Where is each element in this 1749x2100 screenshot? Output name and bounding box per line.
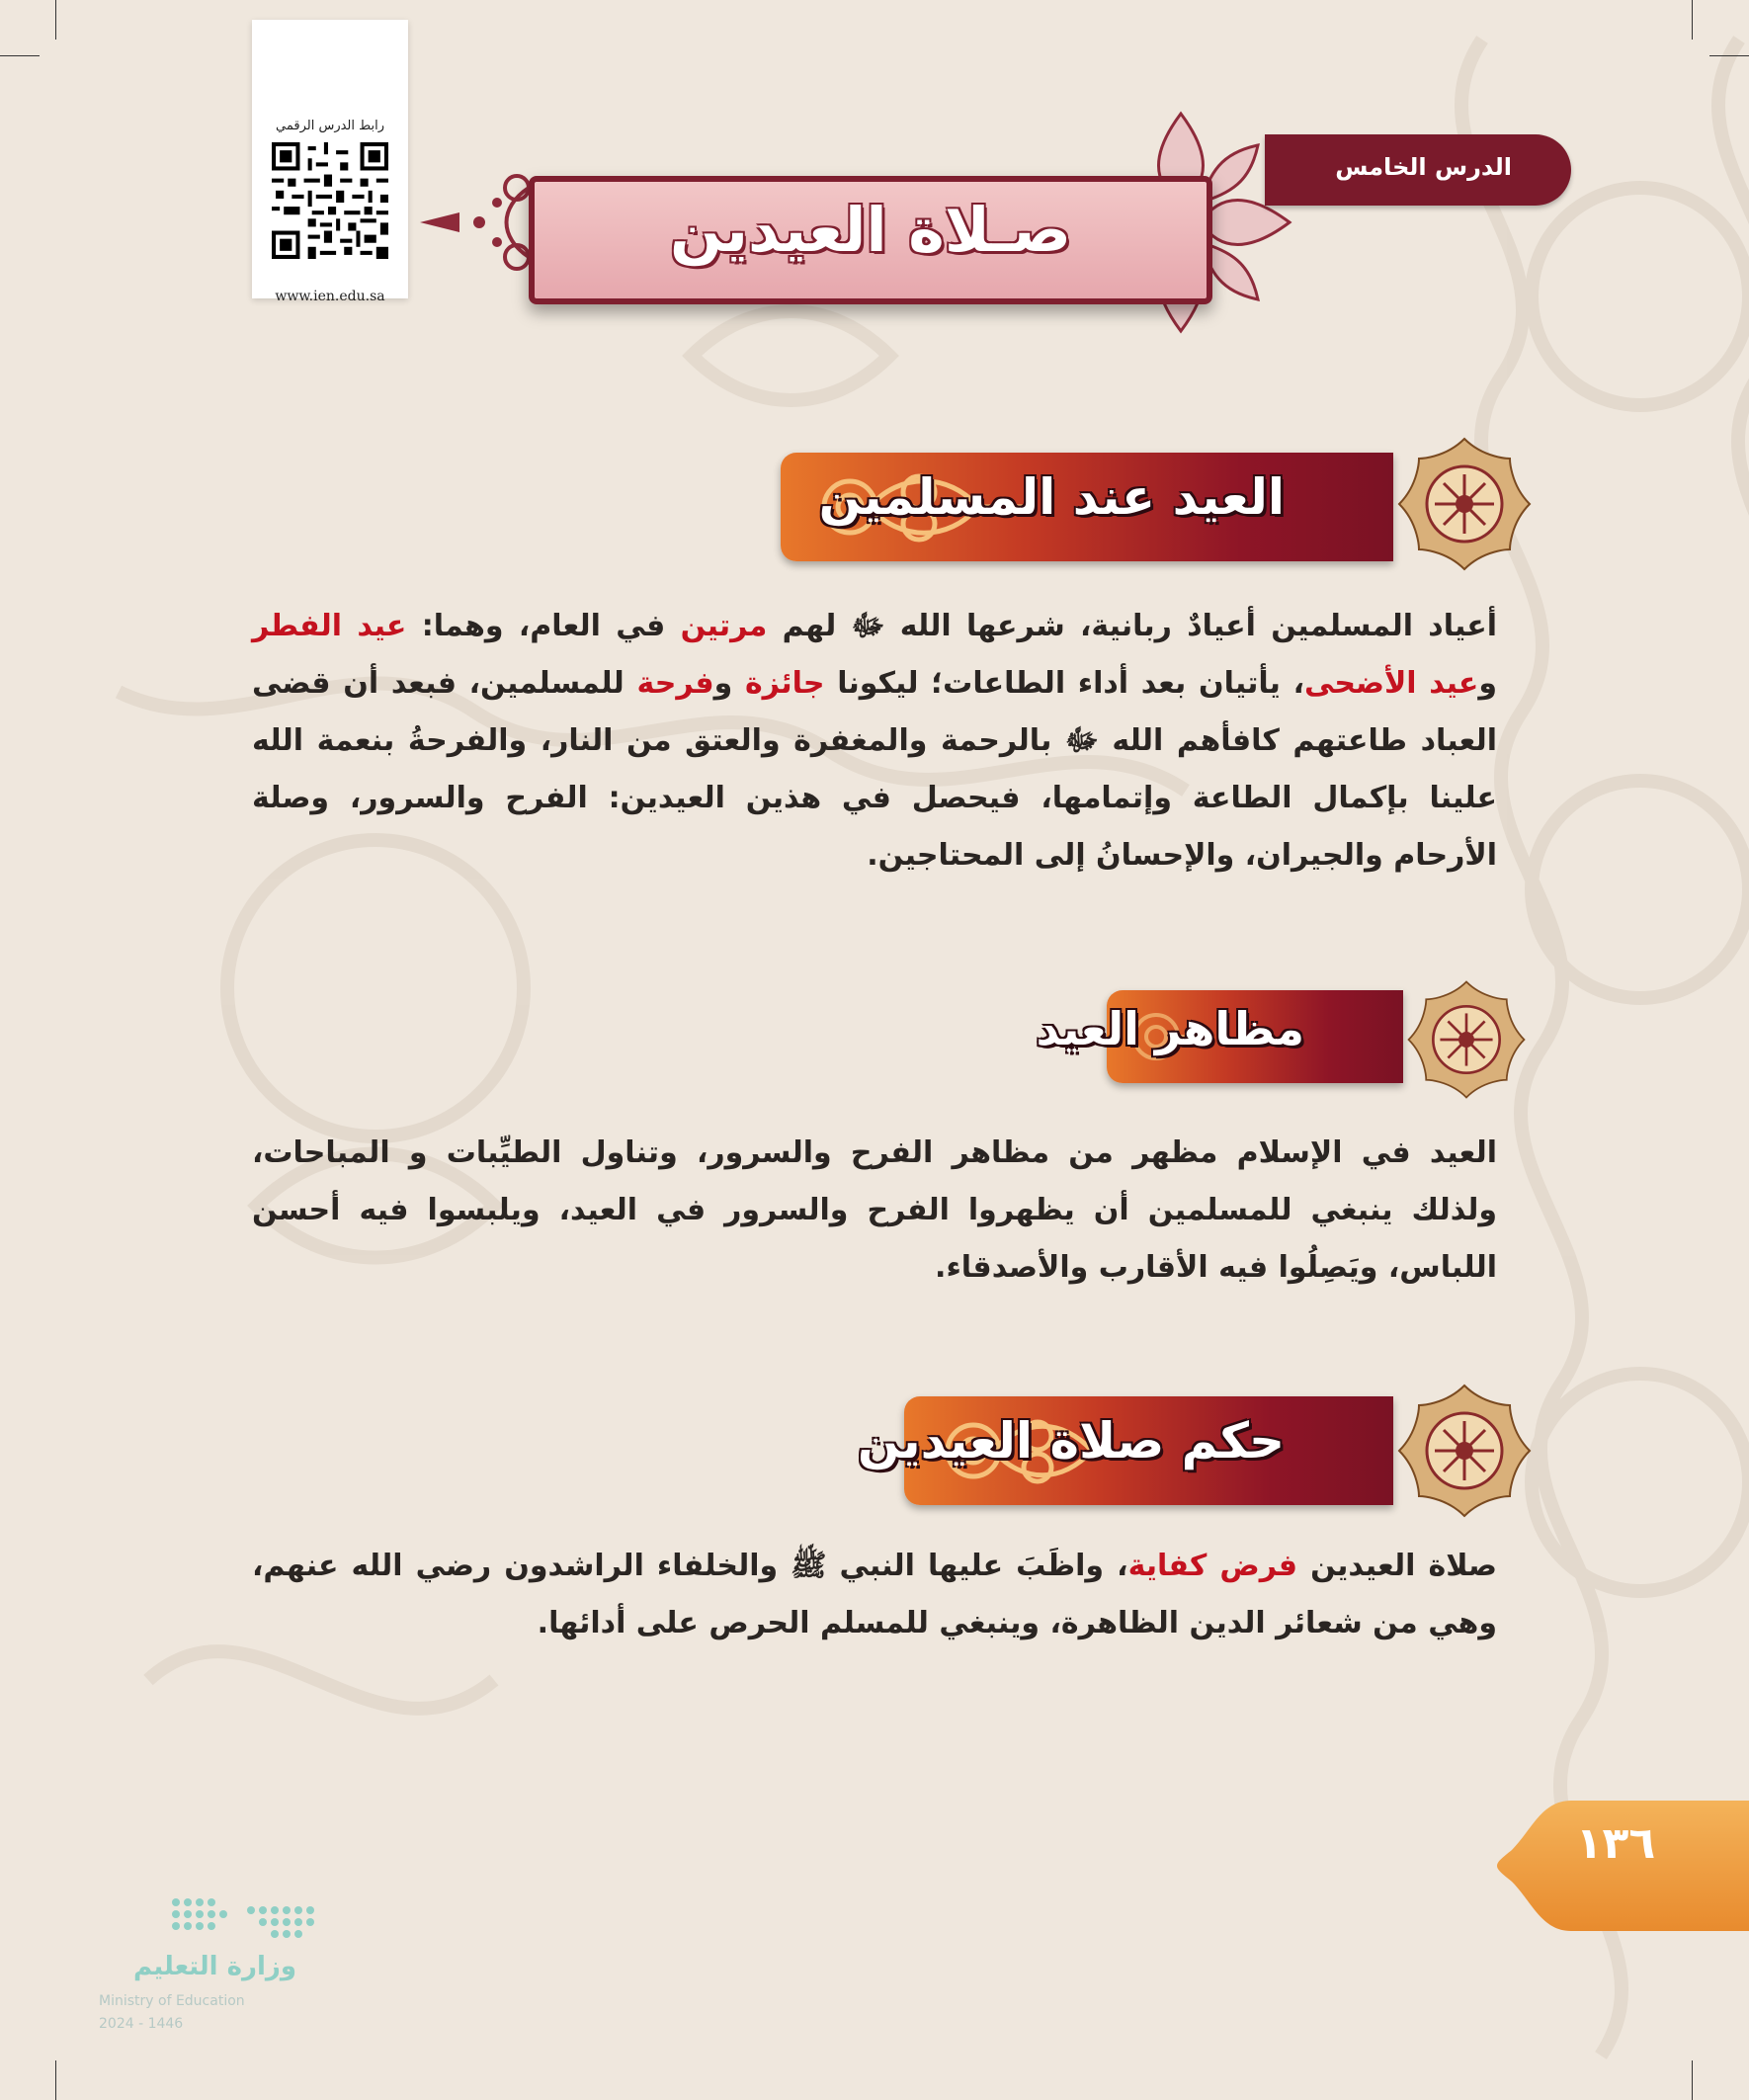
- qr-code-icon[interactable]: [272, 142, 388, 259]
- qr-label: رابط الدرس الرقمي: [276, 119, 384, 133]
- section-heading: حكم صلاة العيدين: [857, 1412, 1285, 1470]
- page-number: ١٣٦: [1575, 1818, 1656, 1869]
- section-header-eid-prayer-ruling: [857, 1396, 1393, 1505]
- section-paragraph-eid-prayer-ruling: [252, 1538, 1497, 1652]
- paragraph-text: للمسلمين، فبعد أن قضى العباد طاعتهم كافأهم الله ﷻ بالرحمة والمغفرة والعتق من النار، والفرحةُ بنعمة الله علينا بإكمال الطاعة وإتمامها، فيحصل في هذين العيدين: الفرح والسرور، وصلة الأرحام والجيران، والإحسانُ إلى المحتاجين.: [252, 666, 1497, 873]
- crop-mark: [1692, 0, 1693, 40]
- ministry-year: 2024 - 1446: [99, 2016, 184, 2032]
- paragraph-text: و: [713, 666, 745, 701]
- crop-mark: [1709, 55, 1749, 56]
- highlighted-term: مرتين: [680, 609, 768, 643]
- qr-card[interactable]: [252, 20, 408, 304]
- highlighted-term: جائزة: [744, 666, 825, 701]
- crop-mark: [55, 0, 56, 40]
- lesson-label: الدرس الخامس: [1335, 153, 1512, 181]
- title-banner: [529, 176, 1212, 304]
- section-paragraph-eid-muslims: [252, 598, 1497, 884]
- ministry-name-ar: وزارة التعليم: [133, 1952, 296, 1981]
- section-heading: مظاهر العيد: [1036, 1002, 1304, 1055]
- paragraph-text: في العام، وهما:: [406, 609, 681, 643]
- highlighted-term: عيد الفطر: [252, 609, 407, 643]
- section-header-eid-muslims: [781, 453, 1393, 561]
- section-heading: العيد عند المسلمين: [818, 468, 1285, 526]
- paragraph-text: أعياد المسلمين أعيادٌ ربانية، شرعها الله ﷻ لهم: [767, 609, 1497, 643]
- crop-mark: [1692, 2060, 1693, 2100]
- highlighted-term: فرحة: [636, 666, 714, 701]
- ministry-name-en: Ministry of Education: [99, 1993, 245, 2009]
- crop-mark: [55, 2060, 56, 2100]
- section-paragraph-eid-manifestations: [252, 1125, 1497, 1297]
- paragraph-text: ، واظَبَ عليها النبي ﷺ والخلفاء الراشدون رضي الله عنهم، وهي من شعائر الدين الظاهرة، وينبغي للمسلم الحرص على أدائها.: [252, 1549, 1497, 1640]
- paragraph-text: ، يأتيان بعد أداء الطاعات؛ ليكونا: [824, 666, 1304, 701]
- paragraph-text: صلاة العيدين: [1297, 1549, 1497, 1583]
- section-header-eid-manifestations: [1036, 990, 1403, 1083]
- page-title: صـلاة العيدين: [669, 194, 1072, 266]
- paragraph-text: العيد في الإسلام مظهر من مظاهر الفرح والسرور، وتناول الطيِّبات و المباحات، ولذلك ينبغي للمسلمين أن يظهروا الفرح والسرور في العيد، ويلبسوا فيه أحسن اللباس، ويَصِلُوا فيه الأقارب والأصدقاء.: [252, 1135, 1497, 1285]
- paragraph-text: و: [1478, 666, 1497, 701]
- ministry-logo-icon: [168, 1892, 326, 1942]
- rosette-icon: [1395, 435, 1534, 573]
- highlighted-term: فرض كفاية: [1127, 1549, 1298, 1583]
- qr-url[interactable]: www.ien.edu.sa: [275, 289, 385, 304]
- highlighted-term: عيد الأضحى: [1304, 666, 1479, 701]
- rosette-icon: [1395, 1382, 1534, 1520]
- rosette-icon: [1405, 978, 1528, 1101]
- lesson-label-tab: [1265, 134, 1571, 206]
- crop-mark: [0, 55, 40, 56]
